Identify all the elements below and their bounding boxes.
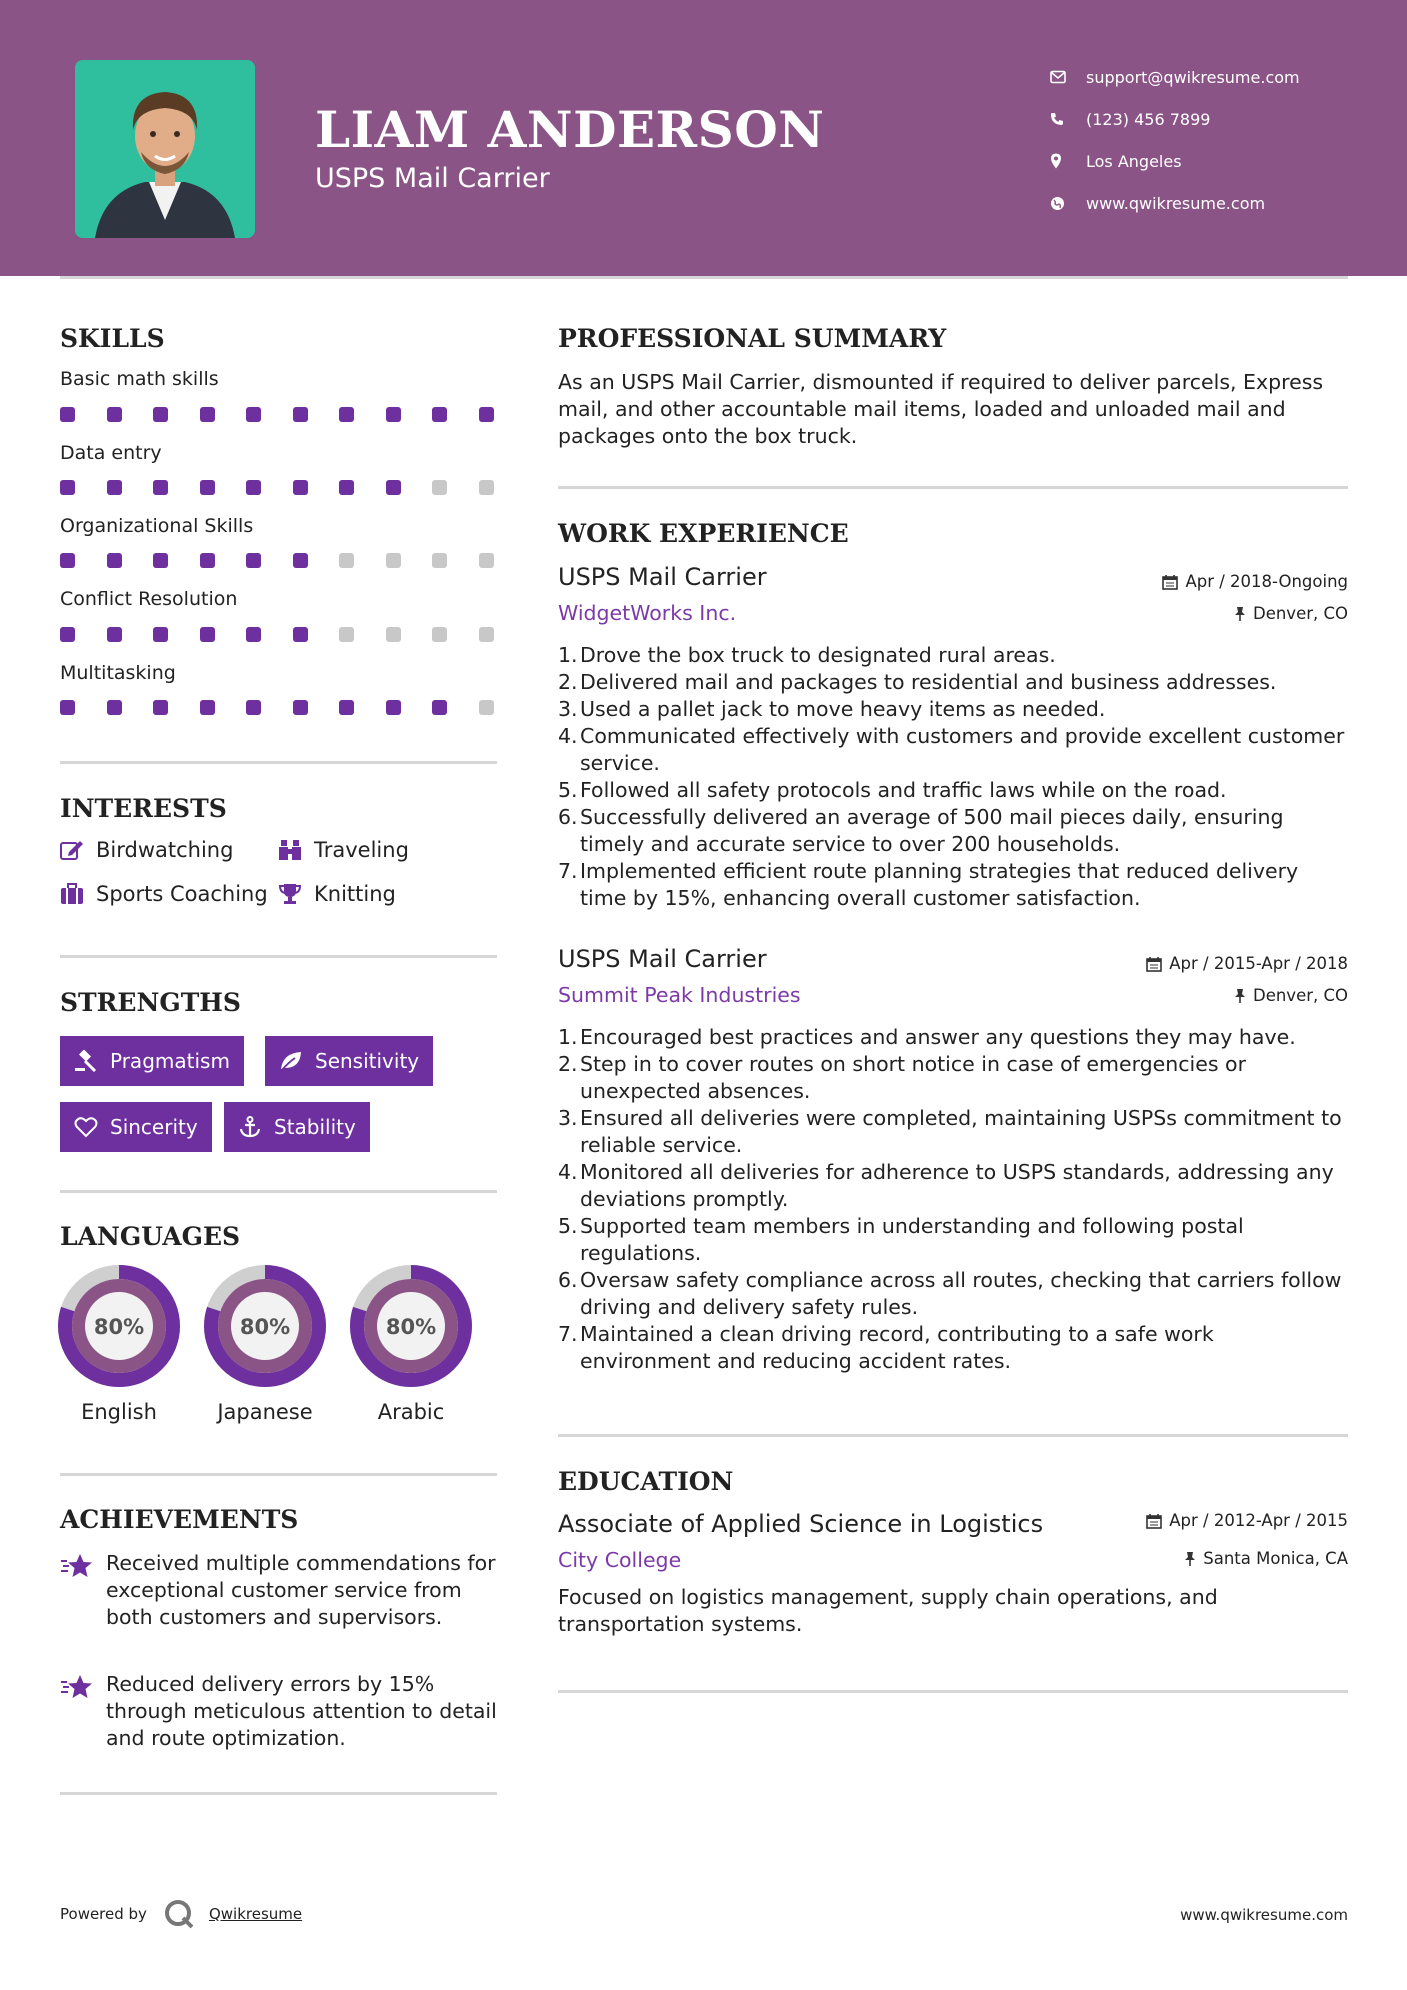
skill-dot-empty — [432, 627, 447, 642]
duty-text: Followed all safety protocols and traffic laws while on the road. — [580, 778, 1227, 802]
skill-rating — [60, 480, 525, 495]
globe-icon — [1050, 196, 1086, 211]
job-dates — [1162, 572, 1348, 591]
section-divider — [558, 486, 1348, 489]
education-location — [1184, 1549, 1348, 1568]
skill-dot-empty — [479, 627, 494, 642]
summary-text: As an USPS Mail Carrier, dismounted if required to deliver parcels, Express mail, and other accountable mail items, loaded and unloaded mail and packages onto the box truck. — [558, 370, 1324, 448]
skill-dot-filled — [107, 480, 122, 495]
duty-text: Drove the box truck to designated rural areas. — [580, 643, 1056, 667]
profile-photo-illustration — [75, 60, 255, 238]
job-location — [1234, 604, 1348, 623]
duty-text: Communicated effectively with customers and provide excellent customer service. — [580, 724, 1345, 775]
skill-dot-filled — [153, 553, 168, 568]
language-progress-ring — [349, 1264, 473, 1388]
duty-item: 3. Ensured all deliveries were completed, maintaining USPSs commitment to reliable service. — [558, 1105, 1348, 1159]
interest-item — [60, 882, 268, 906]
skill-dot-empty — [479, 700, 494, 715]
achievement-text: Received multiple commendations for exceptional customer service from both customers and supervisors. — [106, 1551, 496, 1629]
duty-item: 5. Followed all safety protocols and traffic laws while on the road. — [558, 778, 1227, 802]
language-item — [349, 1264, 473, 1424]
skill-name: Data entry — [60, 442, 162, 464]
skill-dot-filled — [432, 700, 447, 715]
skill-dot-filled — [293, 553, 308, 568]
skill-name: Multitasking — [60, 662, 176, 684]
education-school: City College — [558, 1548, 682, 1572]
heart-icon — [74, 1116, 98, 1138]
strength-label: Sincerity — [110, 1115, 198, 1139]
envelope-icon — [1050, 70, 1086, 84]
candidate-name: LIAM ANDERSON — [315, 100, 825, 159]
language-progress-ring — [203, 1264, 327, 1388]
binoculars-icon — [278, 839, 302, 861]
contact-email-text: support@qwikresume.com — [1086, 67, 1300, 87]
skill-dot-empty — [386, 553, 401, 568]
job-title: USPS Mail Carrier — [558, 945, 767, 973]
calendar-icon — [1146, 956, 1162, 972]
profile-photo — [75, 60, 255, 238]
education-location-text: Santa Monica, CA — [1203, 1549, 1348, 1568]
languages-heading: LANGUAGES — [60, 1222, 241, 1251]
duty-item: 4. Monitored all deliveries for adherence to USPS standards, addressing any deviations promptly. — [558, 1159, 1348, 1213]
skill-dot-filled — [293, 407, 308, 422]
duty-text: Supported team members in understanding and following postal regulations. — [580, 1214, 1244, 1265]
job-company: Summit Peak Industries — [558, 983, 801, 1007]
duty-text: Maintained a clean driving record, contributing to a safe work environment and reducing accident rates. — [580, 1322, 1214, 1373]
job-duties-list — [558, 642, 1348, 912]
skill-dot-filled — [293, 627, 308, 642]
skill-dot-filled — [246, 627, 261, 642]
skill-dot-filled — [339, 407, 354, 422]
skill-dot-filled — [153, 407, 168, 422]
job-dates-text: Apr / 2018-Ongoing — [1185, 572, 1348, 591]
skill-dot-filled — [200, 553, 215, 568]
education-degree: Associate of Applied Science in Logistics — [558, 1510, 1044, 1538]
skill-dot-filled — [432, 407, 447, 422]
achievements-heading: ACHIEVEMENTS — [60, 1505, 299, 1534]
language-item — [203, 1264, 327, 1424]
candidate-title: USPS Mail Carrier — [315, 163, 550, 194]
contact-website-text: www.qwikresume.com — [1086, 193, 1266, 213]
interest-label: Sports Coaching — [96, 882, 268, 906]
skill-name: Organizational Skills — [60, 515, 254, 537]
language-percent: 80% — [93, 1315, 145, 1339]
section-divider — [60, 955, 497, 958]
skill-dot-filled — [153, 480, 168, 495]
pushpin-icon — [1184, 1551, 1196, 1567]
skill-rating — [60, 700, 525, 715]
job-dates — [1146, 954, 1348, 973]
work-heading: WORK EXPERIENCE — [558, 519, 849, 548]
skill-dot-filled — [60, 553, 75, 568]
skill-dot-empty — [479, 480, 494, 495]
job-duties-list — [558, 1024, 1348, 1375]
skill-dot-filled — [339, 700, 354, 715]
duty-text: Used a pallet jack to move heavy items as needed. — [580, 697, 1106, 721]
strength-label: Pragmatism — [110, 1049, 230, 1073]
language-name: Arabic — [377, 1400, 445, 1424]
contact-location-text: Los Angeles — [1086, 151, 1182, 171]
language-item — [57, 1264, 181, 1424]
skill-dot-filled — [386, 480, 401, 495]
skills-heading: SKILLS — [60, 324, 165, 353]
edit-icon — [60, 839, 84, 861]
section-divider — [558, 1690, 1348, 1693]
language-percent: 80% — [239, 1315, 291, 1339]
duty-item: 6. Successfully delivered an average of 500 mail pieces daily, ensuring timely and accurate service to over 200 households. — [558, 804, 1348, 858]
section-divider — [60, 761, 497, 764]
trophy-icon — [278, 883, 302, 905]
strength-badge — [224, 1102, 370, 1152]
section-divider — [60, 1473, 497, 1476]
skill-dot-filled — [339, 480, 354, 495]
anchor-icon — [238, 1116, 262, 1138]
skill-dot-filled — [200, 627, 215, 642]
skill-dot-empty — [479, 553, 494, 568]
interest-item — [278, 882, 396, 906]
education-dates-text: Apr / 2012-Apr / 2015 — [1169, 1511, 1348, 1530]
skill-dot-filled — [246, 407, 261, 422]
duty-item: 7. Maintained a clean driving record, contributing to a safe work environment and reducing accident rates. — [558, 1321, 1348, 1375]
skill-dot-filled — [479, 407, 494, 422]
skill-rating — [60, 627, 525, 642]
duty-item: 5. Supported team members in understanding and following postal regulations. — [558, 1213, 1348, 1267]
duty-text: Encouraged best practices and answer any questions they may have. — [580, 1025, 1296, 1049]
header-divider — [60, 276, 1348, 279]
interest-item — [278, 838, 409, 862]
contact-list — [1050, 56, 1380, 224]
skill-dot-filled — [107, 700, 122, 715]
duty-item: 1. Drove the box truck to designated rural areas. — [558, 643, 1056, 667]
strengths-heading: STRENGTHS — [60, 988, 241, 1017]
calendar-icon — [1146, 1513, 1162, 1529]
duty-text: Implemented efficient route planning strategies that reduced delivery time by 15%, enhancing overall customer satisfaction. — [580, 859, 1299, 910]
section-divider — [558, 1434, 1348, 1437]
language-progress-ring — [57, 1264, 181, 1388]
skill-dot-empty — [339, 627, 354, 642]
job-location-text: Denver, CO — [1252, 986, 1348, 1005]
skill-dot-filled — [60, 700, 75, 715]
duty-item: 3. Used a pallet jack to move heavy items as needed. — [558, 697, 1106, 721]
skill-name: Conflict Resolution — [60, 588, 238, 610]
skill-dot-empty — [432, 480, 447, 495]
qwikresume-link[interactable]: Qwikresume — [208, 1905, 303, 1923]
education-heading: EDUCATION — [558, 1467, 734, 1496]
job-location-text: Denver, CO — [1252, 604, 1348, 623]
skill-rating — [60, 553, 525, 568]
skill-dot-empty — [386, 627, 401, 642]
strength-badge — [60, 1036, 244, 1086]
strength-label: Stability — [274, 1115, 356, 1139]
skill-dot-filled — [60, 480, 75, 495]
skill-dot-filled — [107, 553, 122, 568]
job-dates-text: Apr / 2015-Apr / 2018 — [1169, 954, 1348, 973]
duty-text: Ensured all deliveries were completed, maintaining USPSs commitment to reliable service. — [580, 1106, 1342, 1157]
calendar-icon — [1162, 574, 1178, 590]
skill-rating — [60, 407, 525, 422]
education-description: Focused on logistics management, supply chain operations, and transportation systems. — [558, 1585, 1218, 1636]
job-location — [1234, 986, 1348, 1005]
education-dates — [1146, 1511, 1348, 1530]
skill-dot-empty — [432, 553, 447, 568]
achievement-item — [60, 1550, 500, 1631]
skill-dot-filled — [153, 700, 168, 715]
contact-phone-text: (123) 456 7899 — [1086, 109, 1211, 129]
skill-dot-filled — [246, 700, 261, 715]
skill-dot-filled — [293, 480, 308, 495]
section-divider — [60, 1190, 497, 1193]
duty-text: Step in to cover routes on short notice in case of emergencies or unexpected absences. — [580, 1052, 1247, 1103]
skill-dot-filled — [386, 700, 401, 715]
leaf-icon — [279, 1050, 303, 1072]
job-title: USPS Mail Carrier — [558, 563, 767, 591]
duty-item: 7. Implemented efficient route planning strategies that reduced delivery time by 15%, enhancing overall customer satisfaction. — [558, 858, 1348, 912]
skill-dot-filled — [293, 700, 308, 715]
footer-powered-by — [60, 1896, 302, 1932]
duty-text: Oversaw safety compliance across all routes, checking that carriers follow driving and delivery safety rules. — [580, 1268, 1342, 1319]
strength-label: Sensitivity — [315, 1049, 420, 1073]
language-percent: 80% — [385, 1315, 437, 1339]
phone-icon — [1050, 112, 1086, 126]
map-pin-icon — [1050, 153, 1086, 169]
section-divider — [60, 1792, 497, 1795]
interest-item — [60, 838, 233, 862]
duty-item: 2. Delivered mail and packages to residential and business addresses. — [558, 670, 1277, 694]
duty-item: 2. Step in to cover routes on short notice in case of emergencies or unexpected absences. — [558, 1051, 1348, 1105]
pushpin-icon — [1234, 988, 1246, 1004]
interest-label: Birdwatching — [96, 838, 234, 862]
skill-dot-empty — [339, 553, 354, 568]
skill-name: Basic math skills — [60, 368, 219, 390]
duty-item: 6. Oversaw safety compliance across all routes, checking that carriers follow driving and delivery safety rules. — [558, 1267, 1348, 1321]
pushpin-icon — [1234, 606, 1246, 622]
skill-dot-filled — [246, 480, 261, 495]
skill-dot-filled — [107, 407, 122, 422]
duty-text: Monitored all deliveries for adherence to USPS standards, addressing any deviations promptly. — [580, 1160, 1334, 1211]
language-name: Japanese — [217, 1400, 313, 1424]
skill-dot-filled — [200, 480, 215, 495]
skill-dot-filled — [153, 627, 168, 642]
strength-badge — [60, 1102, 212, 1152]
footer-website[interactable]: www.qwikresume.com — [1180, 1906, 1348, 1924]
header-banner — [0, 0, 1407, 276]
star-icon — [60, 1673, 94, 1701]
skill-dot-filled — [200, 407, 215, 422]
duty-text: Successfully delivered an average of 500 mail pieces daily, ensuring timely and accurate service to over 200 households. — [580, 805, 1284, 856]
qwikresume-logo-icon — [161, 1896, 197, 1932]
summary-heading: PROFESSIONAL SUMMARY — [558, 324, 947, 353]
duty-text: Delivered mail and packages to residential and business addresses. — [580, 670, 1277, 694]
skill-dot-filled — [386, 407, 401, 422]
briefcase-icon — [60, 883, 84, 905]
skill-dot-filled — [200, 700, 215, 715]
interests-heading: INTERESTS — [60, 794, 227, 823]
skill-dot-filled — [60, 407, 75, 422]
job-company: WidgetWorks Inc. — [558, 601, 737, 625]
contact-email[interactable] — [1050, 56, 1380, 98]
duty-item: 1. Encouraged best practices and answer any questions they may have. — [558, 1025, 1296, 1049]
skill-dot-filled — [60, 627, 75, 642]
powered-by-text: Powered by — [60, 1905, 147, 1923]
achievement-item — [60, 1671, 500, 1752]
gavel-icon — [74, 1050, 98, 1072]
interest-label: Traveling — [314, 838, 409, 862]
duty-item: 4. Communicated effectively with customers and provide excellent customer service. — [558, 723, 1348, 777]
skill-dot-filled — [246, 553, 261, 568]
contact-phone[interactable] — [1050, 98, 1380, 140]
skill-dot-filled — [107, 627, 122, 642]
interest-label: Knitting — [314, 882, 396, 906]
strength-badge — [265, 1036, 433, 1086]
achievement-text: Reduced delivery errors by 15% through meticulous attention to detail and route optimization. — [106, 1672, 497, 1750]
star-icon — [60, 1552, 94, 1580]
language-name: English — [81, 1400, 157, 1424]
contact-website[interactable] — [1050, 182, 1380, 224]
contact-location — [1050, 140, 1380, 182]
